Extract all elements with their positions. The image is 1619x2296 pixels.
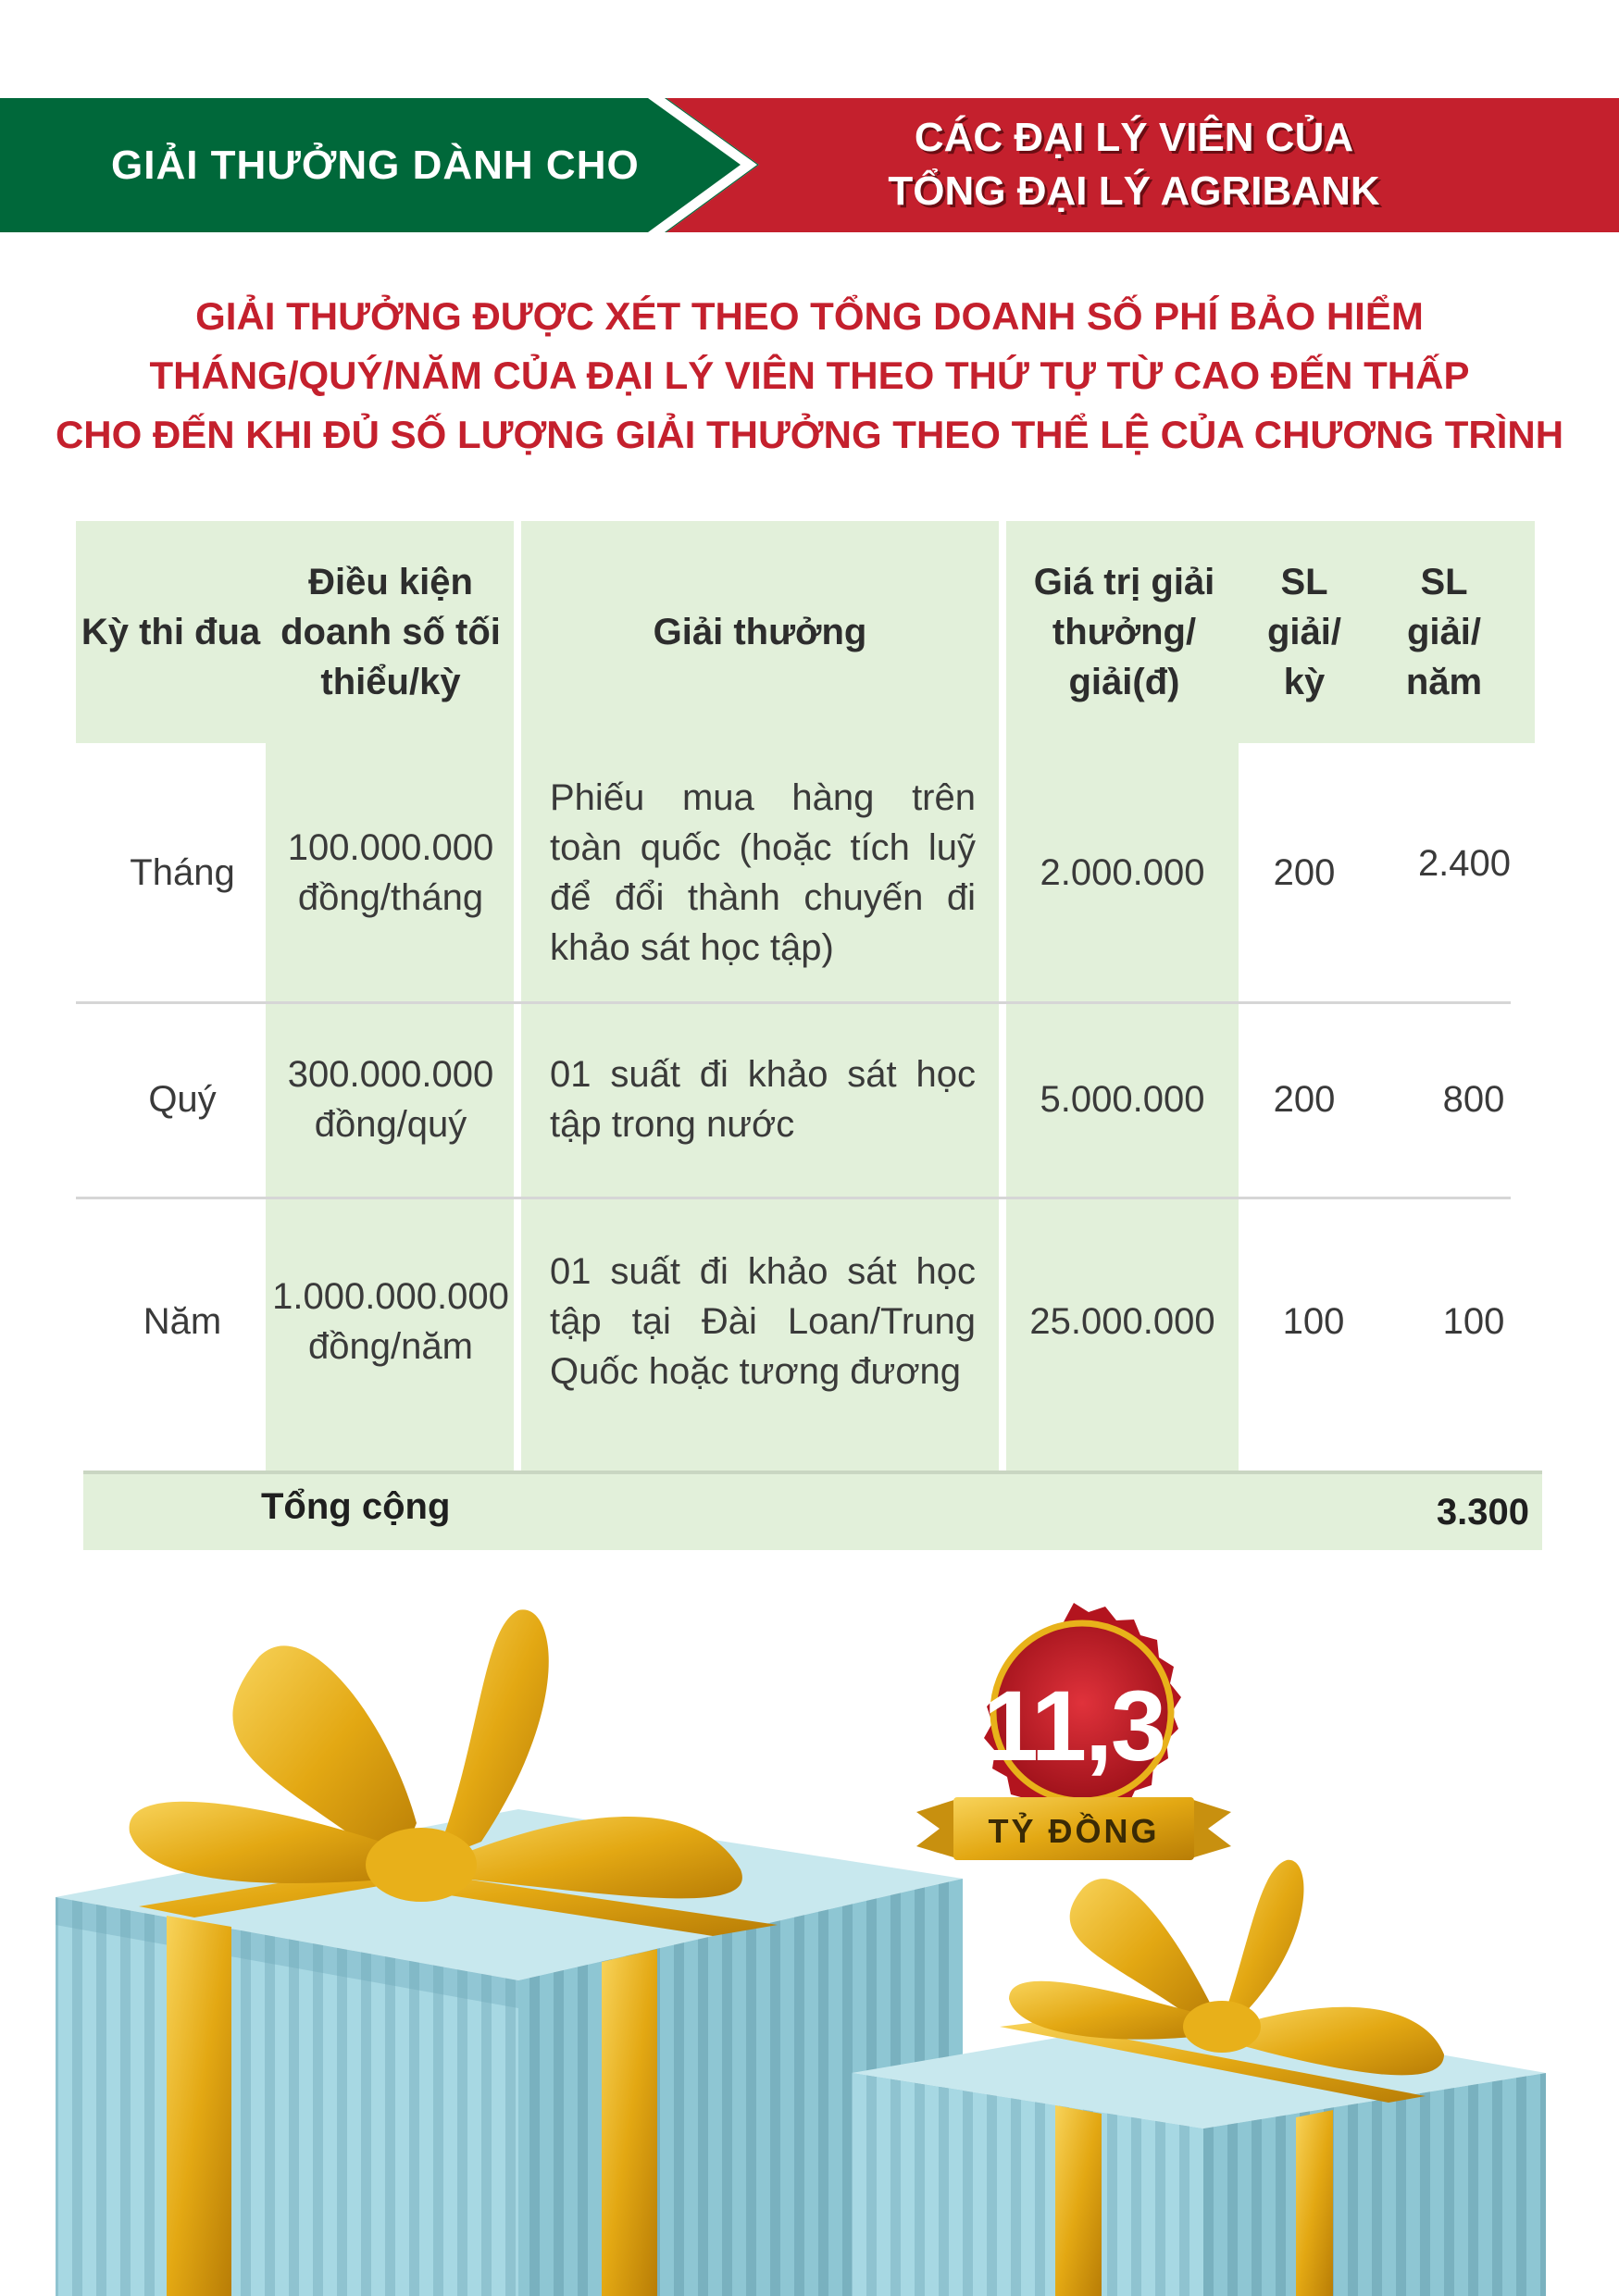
table-cell-period: Năm xyxy=(143,1301,222,1342)
total-value-badge xyxy=(907,1592,1240,1897)
banner-right-line-1: CÁC ĐẠI LÝ VIÊN CỦA xyxy=(914,115,1354,160)
table-cell-value: 25.000.000 xyxy=(1029,1301,1215,1342)
table-cell-value: 2.000.000 xyxy=(1040,852,1205,893)
table-cell-qty-period: 200 xyxy=(1273,1079,1336,1120)
header-period: Kỳ thi đua xyxy=(81,612,261,652)
table-cell-qty-period: 200 xyxy=(1273,852,1336,893)
banner-right-line-2: TỔNG ĐẠI LÝ AGRIBANK xyxy=(888,168,1380,214)
row-divider xyxy=(76,1001,1511,1004)
intro-line-1: GIẢI THƯỞNG ĐƯỢC XÉT THEO TỔNG DOANH SỐ PHÍ BẢO HIỂM xyxy=(195,294,1424,338)
table-cell-condition: 300.000.000 đồng/quý xyxy=(287,1054,494,1145)
badge-label: TỶ ĐỒNG xyxy=(988,1812,1160,1850)
table-cell-qty-year: 2.400 xyxy=(1417,843,1512,884)
total-label: Tổng cộng xyxy=(261,1486,451,1527)
table-cell-prize: Phiếu mua hàng trên toàn quốc (hoặc tích luỹ để đổi thành chuyến đi khảo sát học tập) xyxy=(550,777,976,968)
column-separator xyxy=(999,521,1006,1474)
total-value: 3.300 xyxy=(1436,1492,1529,1533)
table-cell-qty-period: 100 xyxy=(1282,1301,1345,1342)
table-cell-prize: 01 suất đi khảo sát học tập tại Đài Loan/Trung Quốc hoặc tương đương xyxy=(550,1251,976,1392)
header-qty-year: SL giải/ năm xyxy=(1405,562,1483,702)
intro-line-2: THÁNG/QUÝ/NĂM CỦA ĐẠI LÝ VIÊN THEO THỨ TỰ TỪ CAO ĐẾN THẤP xyxy=(149,354,1470,397)
header-qty-period: SL giải/ kỳ xyxy=(1266,562,1342,702)
table-cell-value: 5.000.000 xyxy=(1040,1079,1205,1120)
banner-right-title xyxy=(833,111,1435,218)
table-cell-qty-year: 800 xyxy=(1442,1079,1505,1120)
table-cell-period: Quý xyxy=(148,1079,217,1120)
badge-value: 11,3 xyxy=(982,1669,1165,1781)
gift-boxes-illustration xyxy=(0,1592,1619,2296)
table-cell-prize: 01 suất đi khảo sát học tập trong nước xyxy=(550,1054,976,1145)
header-prize: Giải thưởng xyxy=(653,612,867,652)
header-condition: Điều kiện doanh số tối thiểu/kỳ xyxy=(280,562,501,702)
table-cell-condition: 100.000.000 đồng/tháng xyxy=(287,827,494,918)
table-cell-qty-year: 100 xyxy=(1442,1301,1505,1342)
table-cell-condition: 1.000.000.000 đồng/năm xyxy=(272,1276,509,1367)
large-gift-box xyxy=(56,1609,963,2296)
row-divider xyxy=(76,1197,1511,1199)
intro-line-3: CHO ĐẾN KHI ĐỦ SỐ LƯỢNG GIẢI THƯỞNG THEO THỂ LỆ CỦA CHƯƠNG TRÌNH xyxy=(55,413,1564,456)
header-banner xyxy=(0,98,1619,232)
intro-text xyxy=(37,287,1582,465)
banner-left-title: GIẢI THƯỞNG DÀNH CHO xyxy=(111,142,640,188)
prize-table xyxy=(76,521,1535,1548)
header-value: Giá trị giải thưởng/ giải(đ) xyxy=(1033,562,1215,702)
table-cell-period: Tháng xyxy=(130,852,235,893)
